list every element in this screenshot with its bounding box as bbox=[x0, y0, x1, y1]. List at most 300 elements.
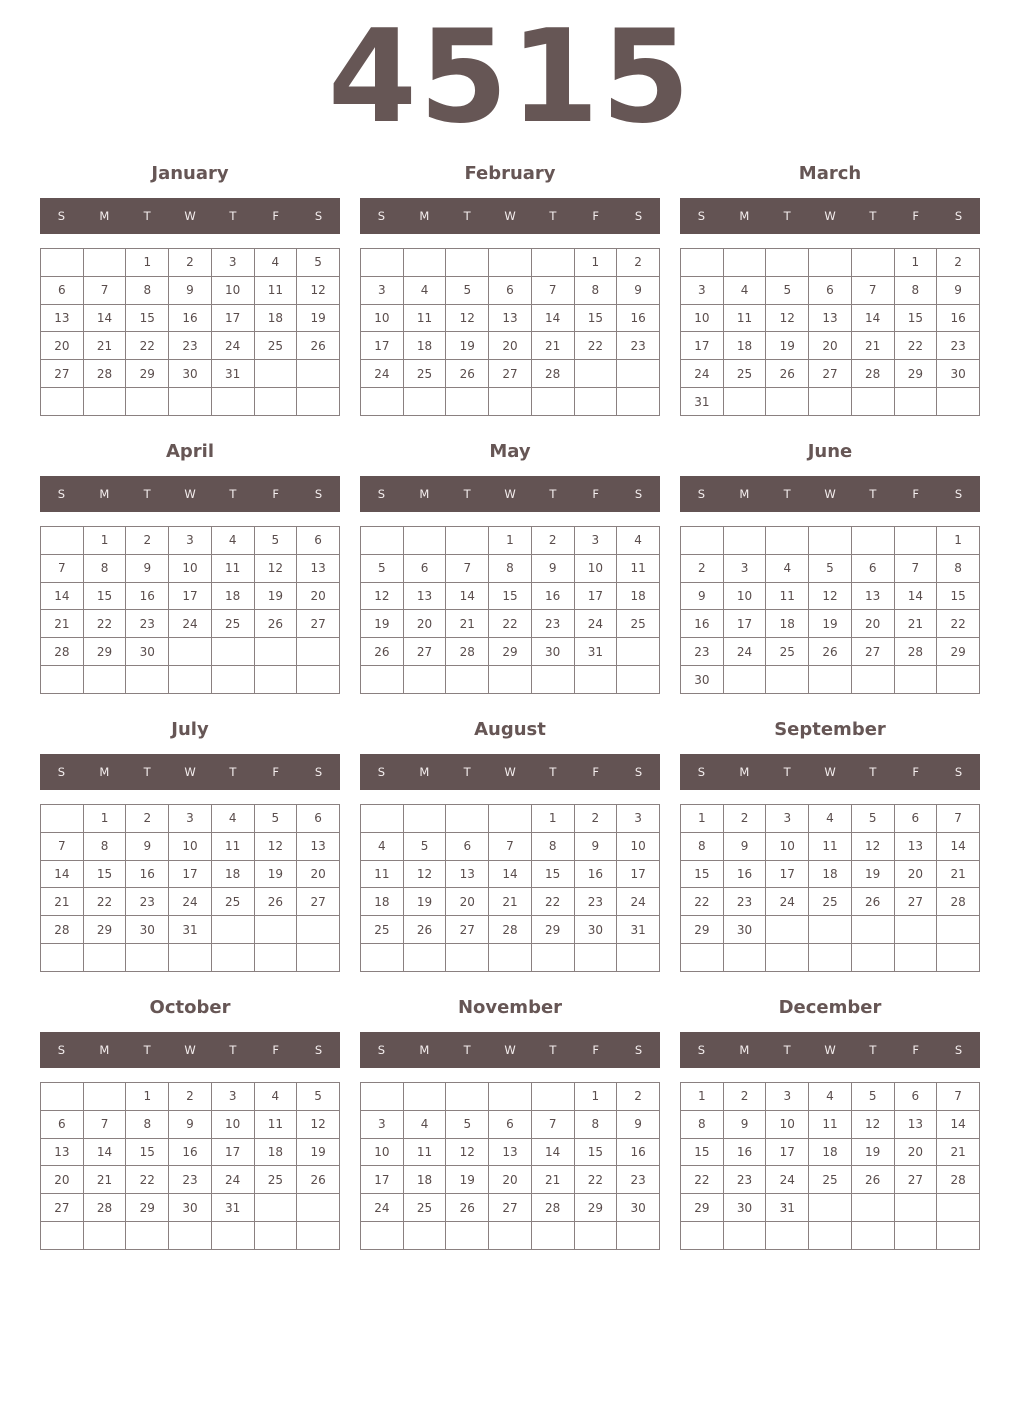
day-cell: 14 bbox=[937, 1110, 980, 1138]
day-cell: 5 bbox=[851, 805, 894, 833]
month-june bbox=[680, 442, 980, 712]
weekday-label: F bbox=[272, 487, 280, 501]
day-cell: 21 bbox=[41, 888, 84, 916]
week-row bbox=[361, 582, 660, 610]
weekday-label: W bbox=[504, 765, 516, 779]
day-cell: 18 bbox=[766, 610, 809, 638]
day-cell: 6 bbox=[894, 805, 937, 833]
day-cell: 11 bbox=[809, 1110, 852, 1138]
week-row bbox=[361, 249, 660, 277]
day-cell: 6 bbox=[297, 527, 340, 555]
day-cell: 25 bbox=[766, 638, 809, 666]
day-cell: 22 bbox=[574, 332, 617, 360]
weekday-label: T bbox=[229, 209, 237, 223]
day-cell: 25 bbox=[361, 916, 404, 944]
empty-cell bbox=[681, 249, 724, 277]
day-cell: 5 bbox=[297, 1083, 340, 1111]
month-august bbox=[360, 720, 660, 990]
empty-cell bbox=[403, 1083, 446, 1111]
week-row bbox=[681, 332, 980, 360]
weekday-label: F bbox=[592, 487, 600, 501]
day-cell: 29 bbox=[574, 1194, 617, 1222]
empty-cell bbox=[531, 944, 574, 972]
week-row bbox=[41, 832, 340, 860]
day-cell: 16 bbox=[531, 582, 574, 610]
week-row bbox=[361, 1166, 660, 1194]
day-cell: 23 bbox=[617, 1166, 660, 1194]
weekday-label: S bbox=[314, 765, 323, 779]
day-cell: 14 bbox=[83, 1138, 126, 1166]
week-row bbox=[41, 944, 340, 972]
weekday-label: M bbox=[99, 765, 110, 779]
weekday-label: F bbox=[272, 1043, 280, 1057]
weekday-label: F bbox=[592, 765, 600, 779]
day-cell: 28 bbox=[41, 916, 84, 944]
day-cell: 26 bbox=[446, 1194, 489, 1222]
weekday-label: T bbox=[783, 1043, 791, 1057]
day-cell: 15 bbox=[531, 860, 574, 888]
week-row bbox=[361, 1083, 660, 1111]
day-cell: 10 bbox=[681, 304, 724, 332]
empty-cell bbox=[403, 666, 446, 694]
day-cell: 2 bbox=[169, 249, 212, 277]
week-row bbox=[361, 860, 660, 888]
day-cell: 10 bbox=[211, 1110, 254, 1138]
day-cell: 7 bbox=[531, 276, 574, 304]
empty-cell bbox=[489, 249, 532, 277]
weekday-label: T bbox=[463, 765, 471, 779]
empty-cell bbox=[254, 666, 297, 694]
day-cell: 3 bbox=[766, 1083, 809, 1111]
day-cell: 21 bbox=[446, 610, 489, 638]
day-cell: 15 bbox=[83, 860, 126, 888]
week-row bbox=[681, 1083, 980, 1111]
day-cell: 6 bbox=[446, 832, 489, 860]
weekday-label: W bbox=[824, 209, 836, 223]
weekday-label: S bbox=[634, 209, 643, 223]
day-cell: 16 bbox=[723, 860, 766, 888]
day-cell: 17 bbox=[766, 860, 809, 888]
empty-cell bbox=[617, 1222, 660, 1250]
week-row bbox=[681, 388, 980, 416]
empty-cell bbox=[617, 388, 660, 416]
day-cell: 14 bbox=[851, 304, 894, 332]
weekday-header bbox=[680, 476, 980, 512]
empty-cell bbox=[169, 638, 212, 666]
day-cell: 28 bbox=[937, 888, 980, 916]
day-cell: 18 bbox=[254, 304, 297, 332]
empty-cell bbox=[297, 916, 340, 944]
day-cell: 19 bbox=[851, 1138, 894, 1166]
weekday-label: T bbox=[549, 487, 557, 501]
empty-cell bbox=[681, 944, 724, 972]
day-cell: 18 bbox=[211, 860, 254, 888]
day-cell: 19 bbox=[297, 1138, 340, 1166]
empty-cell bbox=[297, 638, 340, 666]
weekday-label: T bbox=[783, 209, 791, 223]
day-cell: 25 bbox=[403, 1194, 446, 1222]
month-name: September bbox=[774, 719, 886, 740]
day-cell: 22 bbox=[894, 332, 937, 360]
empty-cell bbox=[83, 388, 126, 416]
day-cell: 3 bbox=[574, 527, 617, 555]
empty-cell bbox=[126, 944, 169, 972]
weekday-label: W bbox=[504, 1043, 516, 1057]
empty-cell bbox=[169, 944, 212, 972]
day-cell: 8 bbox=[681, 1110, 724, 1138]
week-row bbox=[41, 332, 340, 360]
empty-cell bbox=[937, 916, 980, 944]
empty-cell bbox=[361, 1083, 404, 1111]
day-cell: 13 bbox=[41, 304, 84, 332]
weekday-label: F bbox=[912, 209, 920, 223]
day-cell: 21 bbox=[937, 1138, 980, 1166]
day-cell: 5 bbox=[766, 276, 809, 304]
day-cell: 20 bbox=[403, 610, 446, 638]
month-october bbox=[40, 998, 340, 1268]
day-cell: 1 bbox=[83, 805, 126, 833]
empty-cell bbox=[41, 666, 84, 694]
day-cell: 6 bbox=[851, 554, 894, 582]
day-cell: 27 bbox=[894, 1166, 937, 1194]
week-row bbox=[361, 666, 660, 694]
day-cell: 13 bbox=[851, 582, 894, 610]
empty-cell bbox=[211, 944, 254, 972]
day-cell: 5 bbox=[851, 1083, 894, 1111]
week-row bbox=[41, 1138, 340, 1166]
week-row bbox=[41, 304, 340, 332]
empty-cell bbox=[766, 527, 809, 555]
day-cell: 8 bbox=[937, 554, 980, 582]
day-cell: 6 bbox=[809, 276, 852, 304]
day-cell: 30 bbox=[531, 638, 574, 666]
day-cell: 28 bbox=[446, 638, 489, 666]
day-cell: 23 bbox=[126, 610, 169, 638]
day-cell: 15 bbox=[937, 582, 980, 610]
empty-cell bbox=[126, 388, 169, 416]
day-cell: 11 bbox=[254, 276, 297, 304]
empty-cell bbox=[574, 666, 617, 694]
day-cell: 5 bbox=[254, 527, 297, 555]
day-cell: 7 bbox=[41, 832, 84, 860]
day-cell: 10 bbox=[617, 832, 660, 860]
day-cell: 5 bbox=[403, 832, 446, 860]
month-name: June bbox=[807, 441, 853, 462]
day-cell: 6 bbox=[489, 1110, 532, 1138]
empty-cell bbox=[41, 527, 84, 555]
weekday-header bbox=[680, 198, 980, 234]
day-cell: 15 bbox=[489, 582, 532, 610]
day-cell: 1 bbox=[531, 805, 574, 833]
day-cell: 25 bbox=[809, 1166, 852, 1194]
week-row bbox=[361, 332, 660, 360]
month-november bbox=[360, 998, 660, 1268]
weekday-label: W bbox=[824, 487, 836, 501]
weekday-label: M bbox=[739, 1043, 750, 1057]
day-cell: 12 bbox=[297, 276, 340, 304]
weekday-header bbox=[360, 1032, 660, 1068]
day-cell: 4 bbox=[809, 1083, 852, 1111]
weekday-label: S bbox=[954, 765, 963, 779]
day-cell: 14 bbox=[531, 304, 574, 332]
day-cell: 31 bbox=[169, 916, 212, 944]
week-row bbox=[361, 388, 660, 416]
day-cell: 27 bbox=[809, 360, 852, 388]
day-cell: 9 bbox=[723, 832, 766, 860]
day-cell: 1 bbox=[681, 805, 724, 833]
day-cell: 19 bbox=[254, 860, 297, 888]
empty-cell bbox=[489, 666, 532, 694]
day-cell: 30 bbox=[126, 638, 169, 666]
week-row bbox=[681, 666, 980, 694]
weekday-label: W bbox=[184, 1043, 196, 1057]
empty-cell bbox=[254, 388, 297, 416]
weekday-label: T bbox=[463, 1043, 471, 1057]
week-row bbox=[361, 304, 660, 332]
day-cell: 10 bbox=[766, 832, 809, 860]
week-row bbox=[41, 388, 340, 416]
day-cell: 17 bbox=[169, 582, 212, 610]
day-cell: 23 bbox=[169, 1166, 212, 1194]
empty-cell bbox=[894, 527, 937, 555]
day-cell: 4 bbox=[211, 805, 254, 833]
day-grid bbox=[360, 526, 660, 694]
empty-cell bbox=[83, 666, 126, 694]
day-grid bbox=[680, 248, 980, 416]
day-cell: 25 bbox=[809, 888, 852, 916]
day-cell: 19 bbox=[446, 332, 489, 360]
day-cell: 31 bbox=[211, 1194, 254, 1222]
day-cell: 16 bbox=[126, 582, 169, 610]
day-cell: 10 bbox=[169, 554, 212, 582]
weekday-header bbox=[360, 198, 660, 234]
empty-cell bbox=[851, 1194, 894, 1222]
weekday-label: M bbox=[419, 209, 430, 223]
day-cell: 12 bbox=[361, 582, 404, 610]
day-cell: 30 bbox=[126, 916, 169, 944]
day-cell: 21 bbox=[851, 332, 894, 360]
empty-cell bbox=[766, 388, 809, 416]
empty-cell bbox=[361, 944, 404, 972]
empty-cell bbox=[766, 944, 809, 972]
week-row bbox=[41, 860, 340, 888]
day-cell: 26 bbox=[766, 360, 809, 388]
day-cell: 8 bbox=[126, 1110, 169, 1138]
empty-cell bbox=[766, 666, 809, 694]
day-cell: 9 bbox=[937, 276, 980, 304]
day-cell: 30 bbox=[723, 1194, 766, 1222]
weekday-label: S bbox=[57, 209, 66, 223]
empty-cell bbox=[361, 666, 404, 694]
day-cell: 4 bbox=[361, 832, 404, 860]
weekday-label: F bbox=[272, 209, 280, 223]
empty-cell bbox=[489, 944, 532, 972]
day-cell: 3 bbox=[211, 1083, 254, 1111]
empty-cell bbox=[211, 916, 254, 944]
weekday-label: M bbox=[99, 1043, 110, 1057]
day-cell: 25 bbox=[254, 1166, 297, 1194]
day-cell: 9 bbox=[574, 832, 617, 860]
weekday-label: S bbox=[314, 209, 323, 223]
day-cell: 9 bbox=[723, 1110, 766, 1138]
empty-cell bbox=[894, 1222, 937, 1250]
day-cell: 13 bbox=[894, 832, 937, 860]
weekday-label: T bbox=[783, 487, 791, 501]
weekday-label: S bbox=[697, 765, 706, 779]
day-cell: 3 bbox=[723, 554, 766, 582]
day-cell: 24 bbox=[574, 610, 617, 638]
day-cell: 25 bbox=[211, 888, 254, 916]
empty-cell bbox=[254, 638, 297, 666]
empty-cell bbox=[41, 249, 84, 277]
day-cell: 29 bbox=[126, 360, 169, 388]
day-cell: 1 bbox=[489, 527, 532, 555]
weekday-label: S bbox=[697, 1043, 706, 1057]
month-name: February bbox=[464, 163, 556, 184]
day-cell: 16 bbox=[937, 304, 980, 332]
month-name: January bbox=[151, 163, 229, 184]
week-row bbox=[361, 1110, 660, 1138]
day-cell: 9 bbox=[531, 554, 574, 582]
empty-cell bbox=[531, 666, 574, 694]
day-cell: 4 bbox=[766, 554, 809, 582]
empty-cell bbox=[446, 1083, 489, 1111]
day-cell: 17 bbox=[681, 332, 724, 360]
week-row bbox=[41, 360, 340, 388]
day-cell: 3 bbox=[169, 527, 212, 555]
day-cell: 22 bbox=[126, 1166, 169, 1194]
weekday-label: T bbox=[143, 1043, 151, 1057]
day-cell: 24 bbox=[361, 360, 404, 388]
empty-cell bbox=[574, 388, 617, 416]
day-cell: 26 bbox=[254, 610, 297, 638]
weekday-label: T bbox=[229, 765, 237, 779]
day-cell: 15 bbox=[126, 1138, 169, 1166]
day-cell: 11 bbox=[809, 832, 852, 860]
day-cell: 19 bbox=[297, 304, 340, 332]
day-cell: 29 bbox=[937, 638, 980, 666]
empty-cell bbox=[766, 1222, 809, 1250]
weekday-label: T bbox=[549, 765, 557, 779]
day-cell: 6 bbox=[41, 276, 84, 304]
day-cell: 18 bbox=[254, 1138, 297, 1166]
empty-cell bbox=[446, 249, 489, 277]
day-cell: 10 bbox=[766, 1110, 809, 1138]
weekday-label: F bbox=[592, 209, 600, 223]
empty-cell bbox=[851, 249, 894, 277]
year-title: 4515 bbox=[327, 3, 693, 152]
week-row bbox=[41, 527, 340, 555]
empty-cell bbox=[361, 1222, 404, 1250]
week-row bbox=[41, 554, 340, 582]
day-cell: 21 bbox=[531, 332, 574, 360]
day-cell: 19 bbox=[254, 582, 297, 610]
week-row bbox=[681, 888, 980, 916]
day-cell: 24 bbox=[766, 888, 809, 916]
day-cell: 24 bbox=[169, 888, 212, 916]
month-name: August bbox=[474, 719, 546, 740]
day-cell: 7 bbox=[83, 276, 126, 304]
weekday-label: W bbox=[184, 209, 196, 223]
weekday-label: T bbox=[549, 1043, 557, 1057]
day-cell: 12 bbox=[254, 832, 297, 860]
day-cell: 20 bbox=[894, 1138, 937, 1166]
week-row bbox=[41, 1110, 340, 1138]
day-cell: 22 bbox=[531, 888, 574, 916]
day-cell: 9 bbox=[169, 276, 212, 304]
day-cell: 11 bbox=[403, 304, 446, 332]
weekday-label: F bbox=[592, 1043, 600, 1057]
day-cell: 5 bbox=[446, 1110, 489, 1138]
weekday-label: S bbox=[377, 487, 386, 501]
day-cell: 8 bbox=[83, 554, 126, 582]
weekday-label: T bbox=[143, 765, 151, 779]
day-cell: 16 bbox=[126, 860, 169, 888]
day-cell: 16 bbox=[681, 610, 724, 638]
weekday-label: S bbox=[377, 765, 386, 779]
day-cell: 27 bbox=[489, 1194, 532, 1222]
day-cell: 11 bbox=[254, 1110, 297, 1138]
day-cell: 26 bbox=[851, 1166, 894, 1194]
day-cell: 16 bbox=[574, 860, 617, 888]
empty-cell bbox=[41, 1222, 84, 1250]
day-cell: 6 bbox=[894, 1083, 937, 1111]
day-grid bbox=[360, 248, 660, 416]
empty-cell bbox=[809, 944, 852, 972]
weekday-label: S bbox=[954, 1043, 963, 1057]
day-cell: 1 bbox=[574, 249, 617, 277]
day-grid bbox=[40, 1082, 340, 1250]
day-cell: 14 bbox=[41, 860, 84, 888]
week-row bbox=[681, 304, 980, 332]
day-cell: 4 bbox=[254, 249, 297, 277]
day-cell: 7 bbox=[531, 1110, 574, 1138]
day-cell: 27 bbox=[894, 888, 937, 916]
day-cell: 20 bbox=[489, 1166, 532, 1194]
day-cell: 17 bbox=[361, 1166, 404, 1194]
day-cell: 4 bbox=[809, 805, 852, 833]
empty-cell bbox=[531, 249, 574, 277]
week-row bbox=[361, 916, 660, 944]
empty-cell bbox=[211, 666, 254, 694]
day-cell: 2 bbox=[937, 249, 980, 277]
weekday-label: T bbox=[869, 487, 877, 501]
week-row bbox=[681, 527, 980, 555]
day-cell: 23 bbox=[574, 888, 617, 916]
empty-cell bbox=[681, 527, 724, 555]
day-cell: 7 bbox=[489, 832, 532, 860]
week-row bbox=[681, 249, 980, 277]
month-february bbox=[360, 164, 660, 434]
week-row bbox=[41, 1194, 340, 1222]
day-cell: 28 bbox=[489, 916, 532, 944]
day-cell: 7 bbox=[83, 1110, 126, 1138]
day-cell: 17 bbox=[211, 1138, 254, 1166]
weekday-label: M bbox=[419, 487, 430, 501]
day-cell: 2 bbox=[126, 805, 169, 833]
empty-cell bbox=[574, 944, 617, 972]
weekday-label: W bbox=[184, 487, 196, 501]
month-september bbox=[680, 720, 980, 990]
month-name: November bbox=[457, 997, 563, 1018]
empty-cell bbox=[937, 388, 980, 416]
day-cell: 18 bbox=[361, 888, 404, 916]
empty-cell bbox=[254, 944, 297, 972]
day-cell: 24 bbox=[766, 1166, 809, 1194]
day-cell: 18 bbox=[723, 332, 766, 360]
day-cell: 6 bbox=[403, 554, 446, 582]
day-cell: 12 bbox=[851, 832, 894, 860]
